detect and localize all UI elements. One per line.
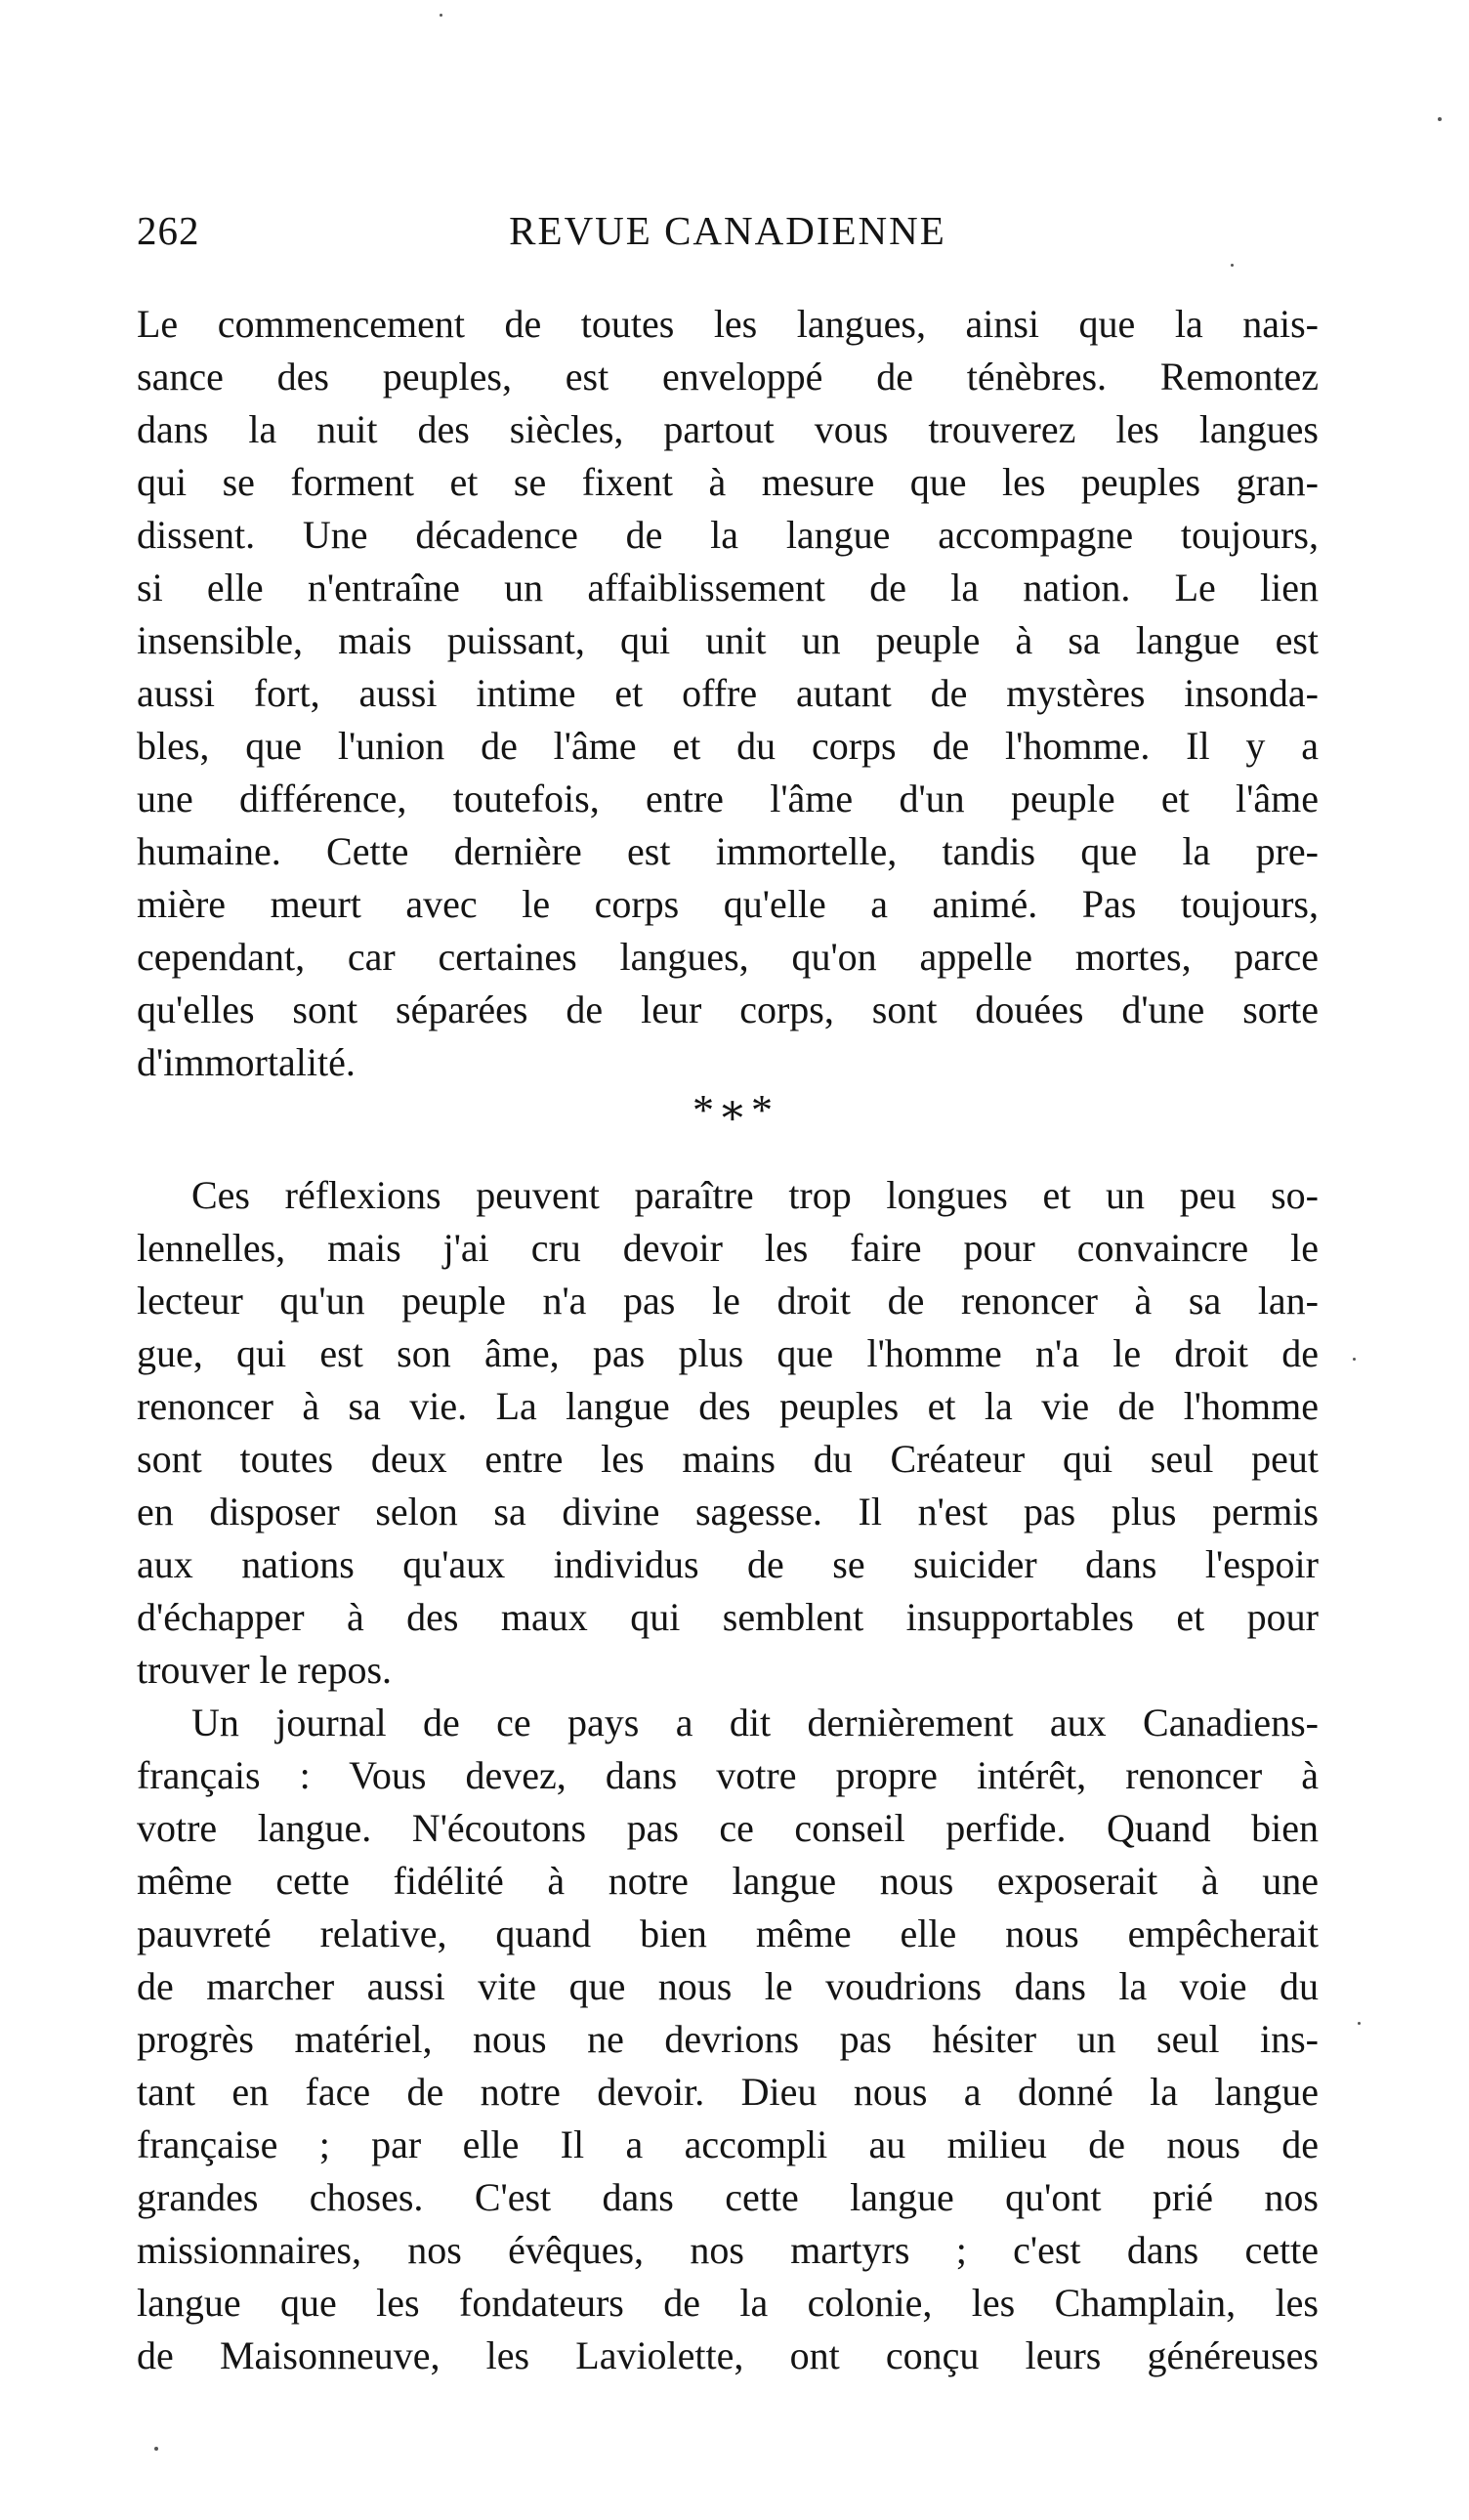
text-line: gue, qui est son âme, pas plus que l'homme n'a le droit de [137,1331,1319,1375]
text-line: d'immortalité. [137,1040,356,1084]
text-line: bles, que l'union de l'âme et du corps de l'homme. Il y a [137,724,1319,768]
running-head [137,207,1319,266]
scan-speck [154,2447,158,2451]
text-line: langue que les fondateurs de la colonie, les Champlain, les [137,2281,1319,2325]
text-line: sont toutes deux entre les mains du Créateur qui seul peut [137,1437,1319,1481]
scan-speck [1358,2022,1361,2025]
text-line: aussi fort, aussi intime et offre autant de mystères insonda- [137,671,1319,715]
text-line: sance des peuples, est enveloppé de ténèbres. Remontez [137,355,1319,399]
text-line: cependant, car certaines langues, qu'on appelle mortes, parce [137,935,1319,979]
text-line: de marcher aussi vite que nous le voudrions dans la voie du [137,1964,1319,2008]
text-line: Un journal de ce pays a dit dernièrement aux Canadiens- [191,1701,1319,1744]
text-line: tant en face de notre devoir. Dieu nous a donné la langue [137,2070,1319,2114]
journal-title: REVUE CANADIENNE [509,208,946,253]
text-line: d'échapper à des maux qui semblent insupportables et pour [137,1595,1319,1639]
text-line: dissent. Une décadence de la langue accompagne toujours, [137,513,1319,557]
text-line: progrès matériel, nous ne devrions pas hésiter un seul ins- [137,2017,1319,2061]
text-line: qu'elles sont séparées de leur corps, sont douées d'une sorte [137,987,1319,1031]
text-line: Le commencement de toutes les langues, ainsi que la nais- [137,302,1319,346]
text-line: Ces réflexions peuvent paraître trop longues et un peu so- [191,1173,1319,1217]
text-line: française ; par elle Il a accompli au milieu de nous de [137,2122,1319,2166]
text-line: insensible, mais puissant, qui unit un peuple à sa langue est [137,618,1319,662]
text-line: mière meurt avec le corps qu'elle a animé. Pas toujours, [137,882,1319,926]
text-line: missionnaires, nos évêques, nos martyrs ; c'est dans cette [137,2228,1319,2272]
text-line: humaine. Cette dernière est immortelle, tandis que la pre- [137,829,1319,873]
text-line: si elle n'entraîne un affaiblissement de la nation. Le lien [137,566,1319,609]
text-line: trouver le repos. [137,1648,393,1692]
text-line: une différence, toutefois, entre l'âme d'un peuple et l'âme [137,777,1319,820]
text-line: aux nations qu'aux individus de se suicider dans l'espoir [137,1542,1319,1586]
text-line: votre langue. N'écoutons pas ce conseil perfide. Quand bien [137,1806,1319,1850]
text-line: renoncer à sa vie. La langue des peuples et la vie de l'homme [137,1384,1319,1428]
scan-speck [440,14,442,17]
text-line: de Maisonneuve, les Laviolette, ont conçu leurs généreuses [137,2333,1319,2377]
text-line: dans la nuit des siècles, partout vous trouverez les langues [137,407,1319,451]
text-line: en disposer selon sa divine sagesse. Il n'est pas plus permis [137,1490,1319,1533]
text-line: grandes choses. C'est dans cette langue qu'ont prié nos [137,2175,1319,2219]
text-line: qui se forment et se fixent à mesure que les peuples gran- [137,460,1319,504]
text-line: pauvreté relative, quand bien même elle nous empêcherait [137,1911,1319,1955]
scan-speck [1231,264,1234,267]
page-number: 262 [137,208,200,253]
text-line: même cette fidélité à notre langue nous exposerait à une [137,1859,1319,1903]
scan-speck [1438,117,1442,121]
text-line: lennelles, mais j'ai cru devoir les faire pour convaincre le [137,1226,1319,1270]
section-separator: *∗* [693,1086,776,1134]
scan-speck [1353,1358,1356,1361]
text-line: lecteur qu'un peuple n'a pas le droit de renoncer à sa lan- [137,1279,1319,1323]
text-line: français : Vous devez, dans votre propre intérêt, renoncer à [137,1753,1319,1797]
